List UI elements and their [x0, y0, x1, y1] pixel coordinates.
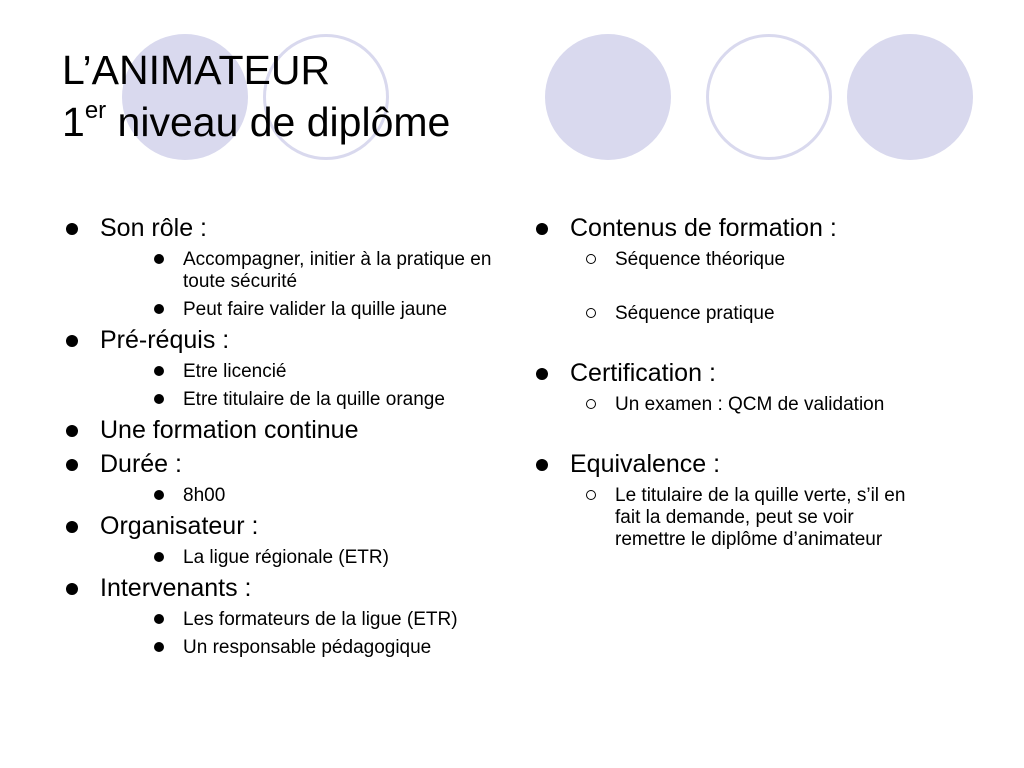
list-item-duration: Durée : 8h00: [62, 449, 502, 507]
list-item-training: Une formation continue: [62, 415, 502, 445]
title-line-2: 1er niveau de diplôme: [62, 97, 451, 146]
hollow-bullet-icon: [586, 490, 596, 500]
hollow-bullet-icon: [586, 254, 596, 264]
list-item-content: Contenus de formation :: [532, 213, 972, 243]
filled-bullet-icon: [536, 223, 548, 235]
filled-bullet-icon: [66, 425, 78, 437]
sub-item: La ligue régionale (ETR): [100, 547, 502, 569]
filled-bullet-icon: [66, 521, 78, 533]
sub-item: Etre licencié: [100, 361, 502, 383]
hollow-bullet-icon: [586, 399, 596, 409]
sub-item: Etre titulaire de la quille orange: [100, 389, 502, 411]
list-item-prerequisites: Pré-réquis : Etre licencié Etre titulaire de la quille orange: [62, 325, 502, 411]
list-item-organizer: Organisateur : La ligue régionale (ETR): [62, 511, 502, 569]
filled-bullet-icon: [66, 223, 78, 235]
hollow-bullet-icon: [154, 254, 164, 264]
decorative-circle-2: [545, 34, 671, 160]
list-item-certification: Certification :: [532, 358, 972, 388]
hollow-bullet-icon: [586, 308, 596, 318]
hollow-bullet-icon: [154, 642, 164, 652]
sub-item: Séquence théorique: [532, 249, 972, 271]
hollow-bullet-icon: [154, 490, 164, 500]
sub-item: Accompagner, initier à la pratique en toute sécurité: [100, 249, 502, 293]
list-item-speakers: Intervenants : Les formateurs de la ligue (ETR) Un responsable pédagogique: [62, 573, 502, 659]
slide-title: [62, 44, 450, 148]
hollow-bullet-icon: [154, 304, 164, 314]
list-item-role: Son rôle : Accompagner, initier à la pratique en toute sécurité Peut faire valider la quille jaune: [62, 213, 502, 321]
sub-item: Un examen : QCM de validation: [532, 394, 972, 416]
left-column: [62, 213, 502, 659]
sub-item: Peut faire valider la quille jaune: [100, 299, 502, 321]
hollow-bullet-icon: [154, 366, 164, 376]
sub-item: 8h00: [100, 485, 502, 507]
filled-bullet-icon: [536, 368, 548, 380]
right-column: [532, 213, 972, 551]
decorative-ring-2: [706, 34, 832, 160]
title-line-1: L’ANIMATEUR: [62, 47, 331, 93]
filled-bullet-icon: [66, 583, 78, 595]
sub-item: Séquence pratique: [532, 303, 972, 325]
sub-item: Les formateurs de la ligue (ETR): [100, 609, 502, 631]
filled-bullet-icon: [66, 335, 78, 347]
filled-bullet-icon: [536, 459, 548, 471]
hollow-bullet-icon: [154, 552, 164, 562]
hollow-bullet-icon: [154, 614, 164, 624]
decorative-circle-3: [847, 34, 973, 160]
sub-item: Le titulaire de la quille verte, s’il en fait la demande, peut se voir remettre le diplôme d’animateur: [532, 485, 915, 551]
filled-bullet-icon: [66, 459, 78, 471]
sub-item: Un responsable pédagogique: [100, 637, 502, 659]
list-item-equivalence: Equivalence :: [532, 449, 972, 479]
hollow-bullet-icon: [154, 394, 164, 404]
